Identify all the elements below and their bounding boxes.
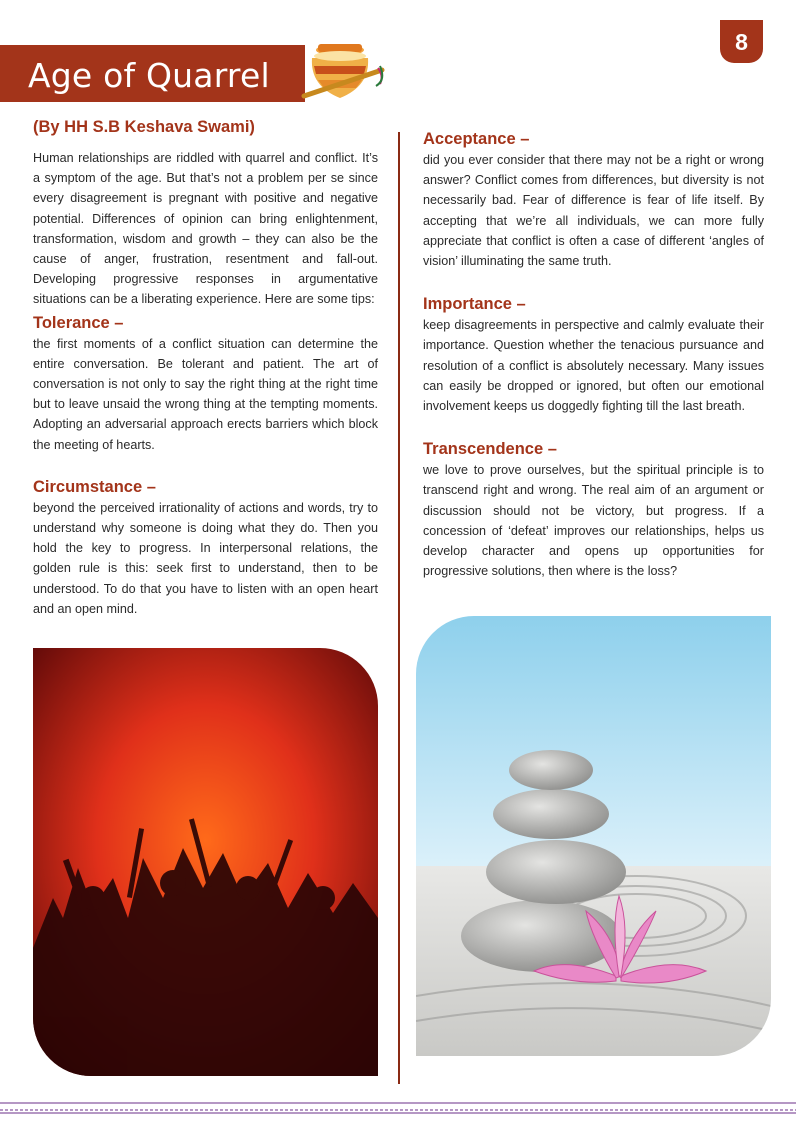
page-title: Age of Quarrel: [28, 56, 270, 95]
column-divider: [398, 132, 400, 1084]
paragraph-importance: keep disagreements in perspective and calmly evaluate their importance. Question whether the tenacious pursuance and resolution of a conflict is absolutely necessary. Many issues can easily be dropped or ignored, but often our emotional involvement keeps us doggedly fighting till the last breath.: [423, 318, 764, 414]
left-column: [33, 148, 378, 619]
footer-border: [0, 1099, 796, 1115]
crowd-conflict-image: [33, 648, 378, 1076]
paragraph-tolerance: the first moments of a conflict situation can determine the entire conversation. Be tolerant and patient. The art of conversation is not only to say the right thing at the right time but to leave unsaid the wrong thing at the tempting moments. Adopting an adversarial approach erects barriers which block the meeting of hearts.: [33, 336, 378, 452]
paragraph-circumstance: beyond the perceived irrationality of actions and words, try to understand why someone is doing what they do. Then you hold the key to progress. In interpersonal relations, the golden rule is this: seek first to understand, then to be understood. To do that you have to listen with an open heart and an open mind.: [33, 500, 378, 616]
butter-pot-icon: [296, 36, 388, 110]
paragraph-transcendence: we love to prove ourselves, but the spiritual principle is to transcend right and wrong. The real aim of an argument or discussion should not be victory, but progress. If a concession of ‘defeat’ improves our relationships, helps us develop character and opens up opportunities for progressive solutions, then where is the loss?: [423, 463, 764, 579]
heading-circumstance: Circumstance –: [33, 477, 156, 496]
right-column: [423, 128, 764, 581]
byline: (By HH S.B Keshava Swami): [33, 118, 255, 136]
zen-stones-lotus-image: [416, 616, 771, 1056]
intro-paragraph: Human relationships are riddled with quarrel and conflict. It’s a symptom of the age. But that’s not a problem per se since every disagreement is pregnant with positive and negative potential. Differences of opinion can bring enlightenment, transformation, wisdom and growth – they can also be the cause of anger, frustration, resentment and fall-out. Developing progressive responses in argumentative situations can be a liberating experience. Here are some tips:: [33, 151, 378, 307]
heading-acceptance: Acceptance –: [423, 130, 530, 148]
page-number: 8: [720, 20, 763, 63]
heading-importance: Importance –: [423, 295, 526, 314]
paragraph-acceptance: did you ever consider that there may not be a right or wrong answer? Conflict comes from differences, but diversity is not necessarily bad. Fear of difference is fear of life itself. By accepting that we’re all individuals, we can more fully appreciate that conflict is often a case of different ‘angles of vision’ illuminating the same truth.: [423, 153, 764, 269]
heading-transcendence: Transcendence –: [423, 440, 557, 459]
heading-tolerance: Tolerance –: [33, 313, 124, 332]
